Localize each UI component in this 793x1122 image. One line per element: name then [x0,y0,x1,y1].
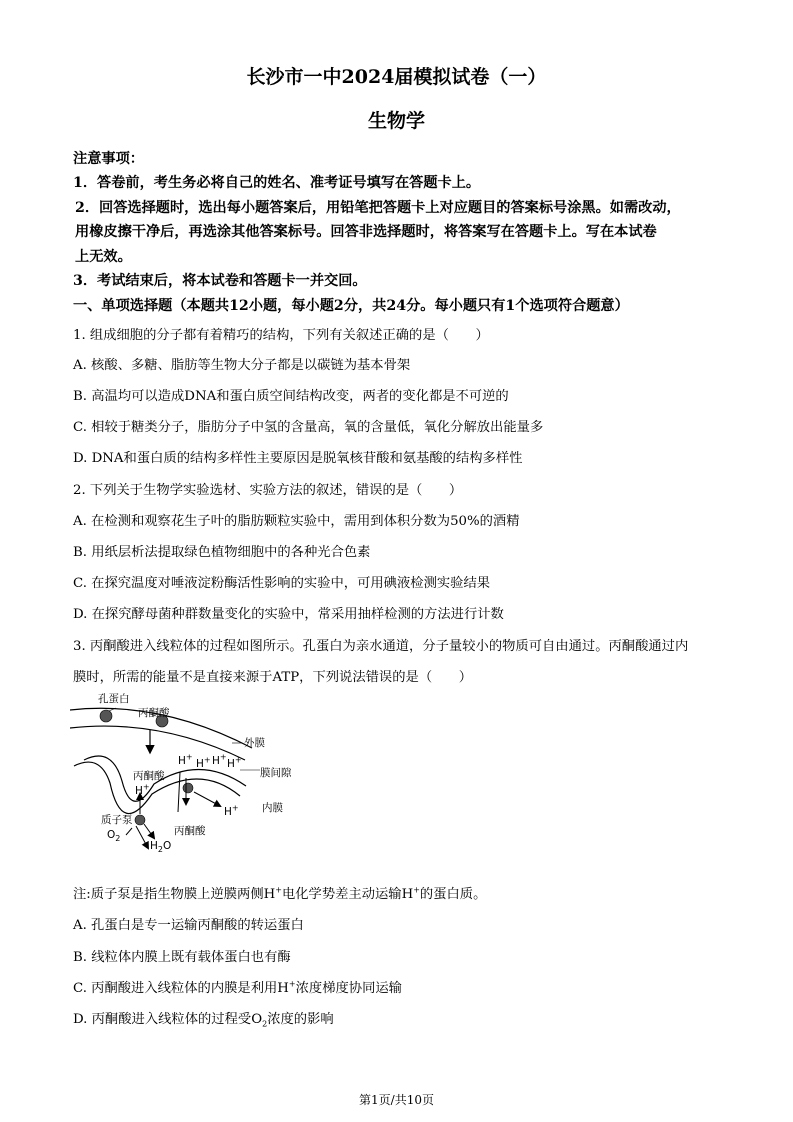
pyruvate-top-label: 丙酮酸 [138,707,170,719]
question-3-option-d: D. 丙酮酸进入线粒体的过程受$O_2$浓度的影响 [73,1012,334,1029]
porin-label: 孔蛋白 [98,693,130,705]
question-3-note: 注:质子泵是指生物膜上逆膜两侧H+电化学势差主动运输H+的蛋白质。 [73,885,487,902]
proton-label: H+ [135,782,150,797]
pyruvate-transporter-protein [183,783,193,793]
section-heading: 一、单项选择题（本题共12小题，每小题2分，共24分。每小题只有1个选项符合题意） [73,298,629,314]
note-item: 2．回答选择题时，选出每小题答案后，用铅笔把答题卡上对应题目的答案标号涂黑。如需改动， [75,200,681,216]
oxygen-label: $O_2$ [107,829,121,844]
question-1-option-c: C. 相较于糖类分子，脂肪分子中氢的含量高，氧的含量低，氧化分解放出能量多 [73,420,544,435]
subject-title: 生物学 [367,110,425,132]
water-label: $H_2O$ [150,840,172,855]
question-1-option-b: B. 高温均可以造成DNA和蛋白质空间结构改变，两者的变化都是不可逆的 [73,389,509,404]
notes-heading: 注意事项： [73,151,144,167]
question-2-option-b: B. 用纸层析法提取绿色植物细胞中的各种光合色素 [73,545,371,560]
question-3-stem-line1: 3. 丙酮酸进入线粒体的过程如图所示。孔蛋白为亲水通道，分子量较小的物质可自由通过。丙酮酸通过内 [73,639,689,654]
porin-protein [100,710,112,722]
pyruvate-mid-label: 丙酮酸 [133,770,165,782]
proton-label: H+ [196,755,211,770]
proton-pump-protein [135,815,145,825]
proton-label: H+ [227,755,242,770]
pyruvate-bottom-label: 丙酮酸 [174,825,206,837]
page-title: 长沙市一中2024届模拟试卷（一） [246,66,547,88]
page-number: 第1页/共10页 [359,1093,434,1107]
proton-pump-label: 质子泵 [101,814,133,826]
question-3-option-c: C. 丙酮酸进入线粒体的内膜是利用H+浓度梯度协同运输 [73,979,402,996]
question-2-option-a: A. 在检测和观察花生子叶的脂肪颗粒实验中，需用到体积分数为50%的酒精 [73,514,520,529]
note-item: 3．考试结束后，将本试卷和答题卡一并交回。 [73,273,367,289]
question-2-stem: 2. 下列关于生物学实验选材、实验方法的叙述，错误的是（ ） [73,483,463,498]
question-2-option-d: D. 在探究酵母菌种群数量变化的实验中，常采用抽样检测的方法进行计数 [73,607,504,622]
note-item: 上无效。 [75,249,132,265]
proton-label: H+ [178,752,193,767]
question-2-option-c: C. 在探究温度对唾液淀粉酶活性影响的实验中，可用碘液检测实验结果 [73,576,491,591]
question-3-option-b: B. 线粒体内膜上既有载体蛋白也有酶 [73,950,291,965]
question-3-option-a: A. 孔蛋白是专一运输丙酮酸的转运蛋白 [73,918,304,933]
question-1-stem: 1. 组成细胞的分子都有着精巧的结构，下列有关叙述正确的是（ ） [73,328,489,343]
outer-membrane-label: 外膜 [244,737,265,749]
intermembrane-space-label: 膜间隙 [260,767,292,779]
note-item: 1．答卷前，考生务必将自己的姓名、准考证号填写在答题卡上。 [73,175,481,191]
note-item: 用橡皮擦干净后，再选涂其他答案标号。回答非选择题时，将答案写在答题卡上。写在本试卷 [75,224,657,240]
proton-label: H+ [224,803,239,818]
question-1-option-d: D. DNA和蛋白质的结构多样性主要原因是脱氧核苷酸和氨基酸的结构多样性 [73,451,523,466]
question-3-stem-line2: 膜时，所需的能量不是直接来源于ATP，下列说法错误的是（ ） [73,670,473,685]
proton-label: H+ [212,752,227,767]
question-1-option-a: A. 核酸、多糖、脂肪等生物大分子都是以碳链为基本骨架 [73,358,411,373]
inner-membrane-label: 内膜 [262,802,283,814]
